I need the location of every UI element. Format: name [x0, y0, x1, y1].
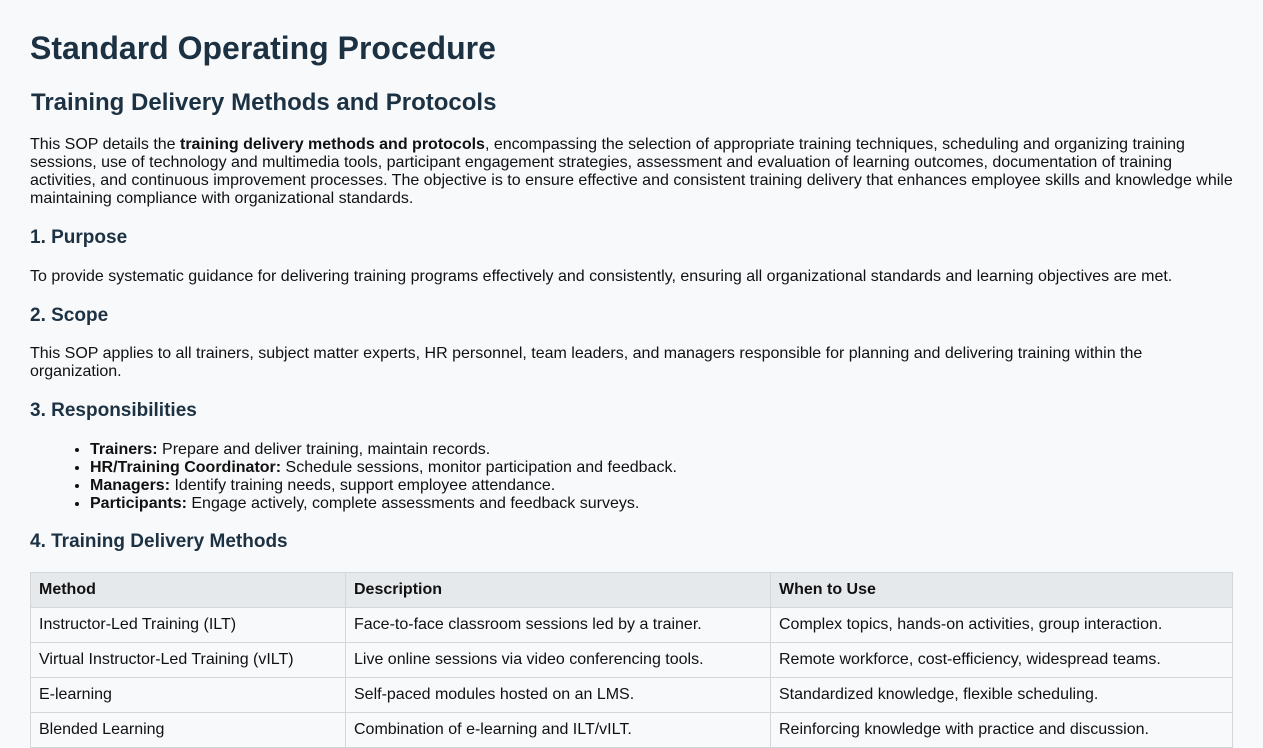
- table-row: [31, 713, 1233, 748]
- table-header-row: [31, 573, 1233, 608]
- role-text: Engage actively, complete assessments and feedback surveys.: [186, 495, 640, 512]
- list-item: [90, 459, 677, 477]
- role-label: Participants:: [90, 495, 187, 512]
- table-row: [31, 643, 1233, 678]
- table-cell: Complex topics, hands-on activities, group interaction.: [771, 608, 1233, 643]
- role-label: HR/Training Coordinator:: [90, 459, 282, 476]
- table-cell: E-learning: [31, 678, 346, 713]
- methods-table: [30, 572, 1233, 748]
- table-cell: Standardized knowledge, flexible scheduling.: [771, 678, 1233, 713]
- intro-paragraph: [30, 136, 1235, 208]
- methods-heading: 4. Training Delivery Methods: [30, 531, 288, 552]
- role-label: Trainers:: [90, 441, 158, 458]
- table-cell: Live online sessions via video conferencing tools.: [346, 643, 771, 678]
- table-row: [31, 678, 1233, 713]
- table-cell: Instructor-Led Training (ILT): [31, 608, 346, 643]
- scope-heading: 2. Scope: [30, 305, 109, 326]
- table-cell: Combination of e-learning and ILT/vILT.: [346, 713, 771, 748]
- column-header: Method: [31, 573, 346, 608]
- intro-prefix: This SOP details the: [30, 136, 180, 153]
- table-row: [31, 608, 1233, 643]
- list-item: [90, 477, 677, 495]
- list-item: [90, 495, 677, 513]
- purpose-heading: 1. Purpose: [30, 227, 128, 248]
- role-text: Prepare and deliver training, maintain records.: [157, 441, 491, 458]
- role-text: Schedule sessions, monitor participation and feedback.: [281, 459, 677, 476]
- table-cell: Reinforcing knowledge with practice and discussion.: [771, 713, 1233, 748]
- intro-rest: , encompassing the selection of appropriate training techniques, scheduling and organizing training sessions, use of technology and multimedia tools, participant engagement strategies, assessment and evaluation of learning outcomes, documentation of training activities, and continuous improvement processes. The objective is to ensure effective and consistent training delivery that enhances employee skills and knowledge while maintaining compliance with organizational standards.: [30, 136, 1233, 207]
- list-item: [90, 441, 677, 459]
- table-cell: Face-to-face classroom sessions led by a trainer.: [346, 608, 771, 643]
- page-title: Standard Operating Procedure: [30, 30, 496, 66]
- responsibilities-heading: 3. Responsibilities: [30, 400, 197, 421]
- table-cell: Self-paced modules hosted on an LMS.: [346, 678, 771, 713]
- scope-text: This SOP applies to all trainers, subject matter experts, HR personnel, team leaders, and managers responsible for planning and delivering training within the organization.: [30, 345, 1143, 380]
- role-text: Identify training needs, support employee attendance.: [170, 477, 556, 494]
- purpose-text: To provide systematic guidance for delivering training programs effectively and consistently, ensuring all organizational standards and learning objectives are met.: [30, 268, 1173, 285]
- table-cell: Remote workforce, cost-efficiency, widespread teams.: [771, 643, 1233, 678]
- table-cell: Virtual Instructor-Led Training (vILT): [31, 643, 346, 678]
- column-header: When to Use: [771, 573, 1233, 608]
- responsibilities-list: [30, 441, 677, 513]
- role-label: Managers:: [90, 477, 171, 494]
- intro-bold: training delivery methods and protocols: [180, 136, 485, 153]
- page-subtitle: Training Delivery Methods and Protocols: [31, 89, 497, 116]
- column-header: Description: [346, 573, 771, 608]
- table-cell: Blended Learning: [31, 713, 346, 748]
